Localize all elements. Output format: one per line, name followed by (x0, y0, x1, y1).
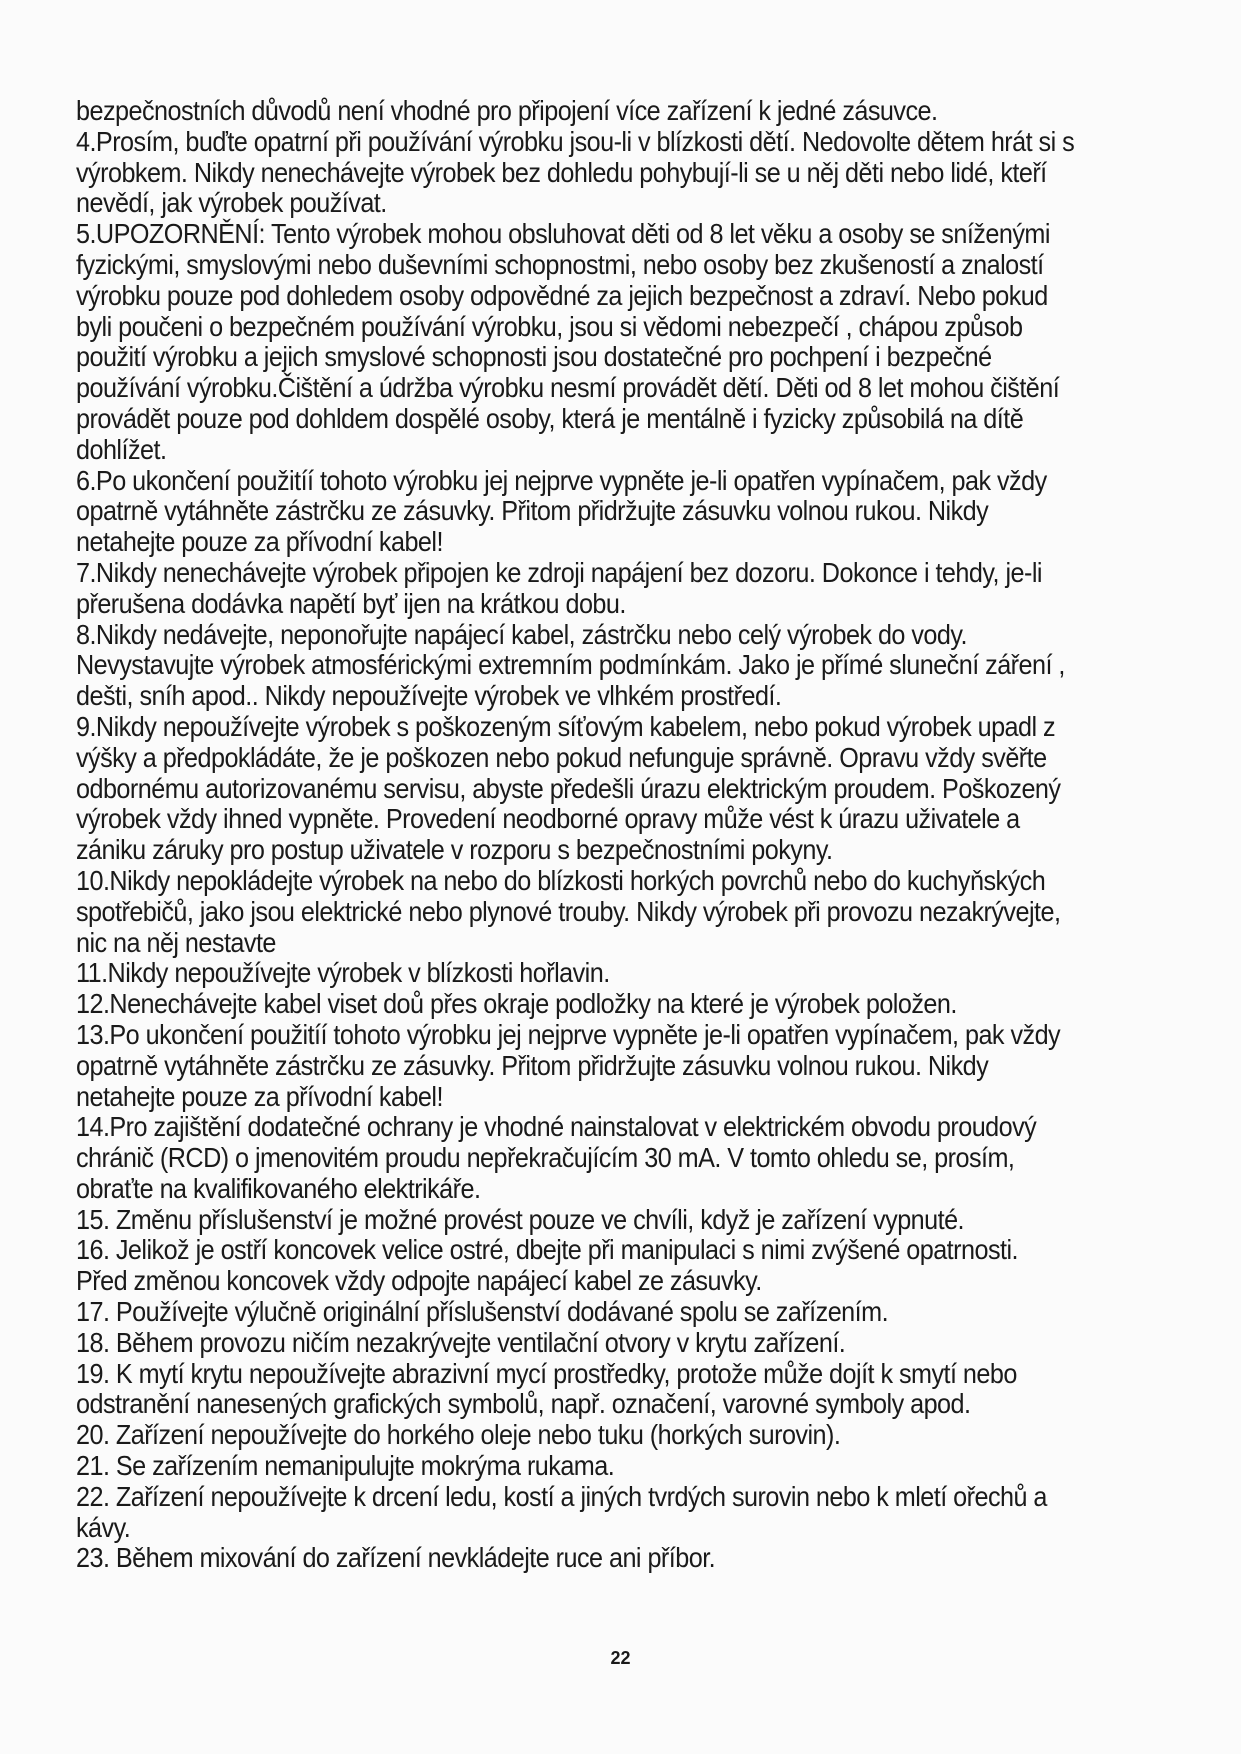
instruction-17: 17. Používejte výlučně originální příslušenství dodávané spolu se zařízením. (76, 1296, 889, 1328)
instruction-18: 18. Během provozu ničím nezakrývejte ventilační otvory v krytu zařízení. (76, 1326, 846, 1358)
instruction-12: 12.Nenechávejte kabel viset doů přes okraje podložky na které je výrobek položen. (76, 988, 957, 1020)
page-number: 22 (610, 1648, 631, 1668)
instruction-11: 11.Nikdy nepoužívejte výrobek v blízkosti hořlavin. (76, 957, 610, 989)
instruction-5: 5.UPOZORNĚNÍ: Tento výrobek mohou obsluhovat děti od 8 let věku a osoby se sníženými fyzickými, smyslovými nebo duševními schopnostmi, nebo osoby bez zkušeností a znalostí výrobku pouze pod dohledem osoby odpovědné za jejich bezpečnost a zdraví. Nebo pokud byli poučeni o bezpečném používání výrobku, jsou si vědomi nebezpečí , chápou způsob použití výrobku a jejich smyslové schopnosti jsou dostatečné pro pochpení i bezpečné používání výrobku.Čištění a údržba výrobku nesmí provádět dětí. Děti od 8 let mohou čištění provádět pouze pod dohldem dospělé osoby, která je mentálně i fyzicky způsobilá na dítě dohlížet. (76, 218, 1060, 465)
instruction-13: 13.Po ukončení použitíí tohoto výrobku jej nejprve vypněte je-li opatřen vypínačem, pak vždy opatrně vytáhněte zástrčku ze zásuvky. Přitom přidržujte zásuvku volnou rukou. Nikdy netahejte pouze za přívodní kabel! (76, 1018, 1061, 1112)
document-body (76, 96, 1075, 1574)
instruction-23: 23. Během mixování do zařízení nevkládejte ruce ani příbor. (76, 1542, 716, 1574)
instruction-16: 16. Jelikož je ostří koncovek velice ostré, dbejte při manipulaci s nimi zvýšené opatrnosti. Před změnou koncovek vždy odpojte napájecí kabel ze zásuvky. (76, 1234, 1018, 1297)
instruction-21: 21. Se zařízením nemanipulujte mokrýma rukama. (76, 1450, 615, 1482)
instruction-10: 10.Nikdy nepokládejte výrobek na nebo do blízkosti horkých povrchů nebo do kuchyňských spotřebičů, jako jsou elektrické nebo plynové trouby. Nikdy výrobek při provozu nezakrývejte, nic na něj nestavte (76, 864, 1061, 958)
instruction-19: 19. K mytí krytu nepoužívejte abrazivní mycí prostředky, protože může dojít k smytí nebo odstranění nanesených grafických symbolů, např. označení, varovné symboly apod. (76, 1357, 1017, 1420)
instruction-22: 22. Zařízení nepoužívejte k drcení ledu, kostí a jiných tvrdých surovin nebo k mletí ořechů a kávy. (76, 1480, 1047, 1543)
instruction-6: 6.Po ukončení použitíí tohoto výrobku jej nejprve vypněte je-li opatřen vypínačem, pak vždy opatrně vytáhněte zástrčku ze zásuvky. Přitom přidržujte zásuvku volnou rukou. Nikdy netahejte pouze za přívodní kabel! (76, 464, 1047, 558)
instruction-4: 4.Prosím, buďte opatrní při používání výrobku jsou-li v blízkosti dětí. Nedovolte dětem hrát si s výrobkem. Nikdy nenechávejte výrobek bez dohledu pohybují-li se u něj děti nebo lidé, kteří nevědí, jak výrobek používat. (76, 125, 1075, 219)
instruction-15: 15. Změnu příslušenství je možné provést pouze ve chvíli, když je zařízení vypnuté. (76, 1203, 965, 1235)
instruction-7: 7.Nikdy nenechávejte výrobek připojen ke zdroji napájení bez dozoru. Dokonce i tehdy, je-li přerušena dodávka napětí byť ijen na krátkou dobu. (76, 556, 1042, 619)
instruction-20: 20. Zařízení nepoužívejte do horkého oleje nebo tuku (horkých surovin). (76, 1419, 841, 1451)
instruction-9: 9.Nikdy nepoužívejte výrobek s poškozeným síťovým kabelem, nebo pokud výrobek upadl z výšky a předpokládáte, že je poškozen nebo pokud nefunguje správně. Opravu vždy svěřte odbornému autorizovanému servisu, abyste předešli úrazu elektrickým proudem. Poškozený výrobek vždy ihned vypněte. Provedení neodborné opravy může vést k úrazu uživatele a zániku záruky pro postup uživatele v rozporu s bezpečnostními pokyny. (76, 710, 1061, 866)
instruction-8: 8.Nikdy nedávejte, neponořujte napájecí kabel, zástrčku nebo celý výrobek do vody. Nevystavujte výrobek atmosférickými extremním podmínkám. Jako je přímé sluneční záření , dešti, sníh apod.. Nikdy nepoužívejte výrobek ve vlhkém prostředí. (76, 618, 1065, 712)
paragraph-continuation: bezpečnostních důvodů není vhodné pro připojení více zařízení k jedné zásuvce. (76, 95, 938, 126)
instruction-14: 14.Pro zajištění dodatečné ochrany je vhodné nainstalovat v elektrickém obvodu proudový chránič (RCD) o jmenovitém proudu nepřekračujícím 30 mA. V tomto ohledu se, prosím, obraťte na kvalifikovaného elektrikáře. (76, 1111, 1037, 1204)
